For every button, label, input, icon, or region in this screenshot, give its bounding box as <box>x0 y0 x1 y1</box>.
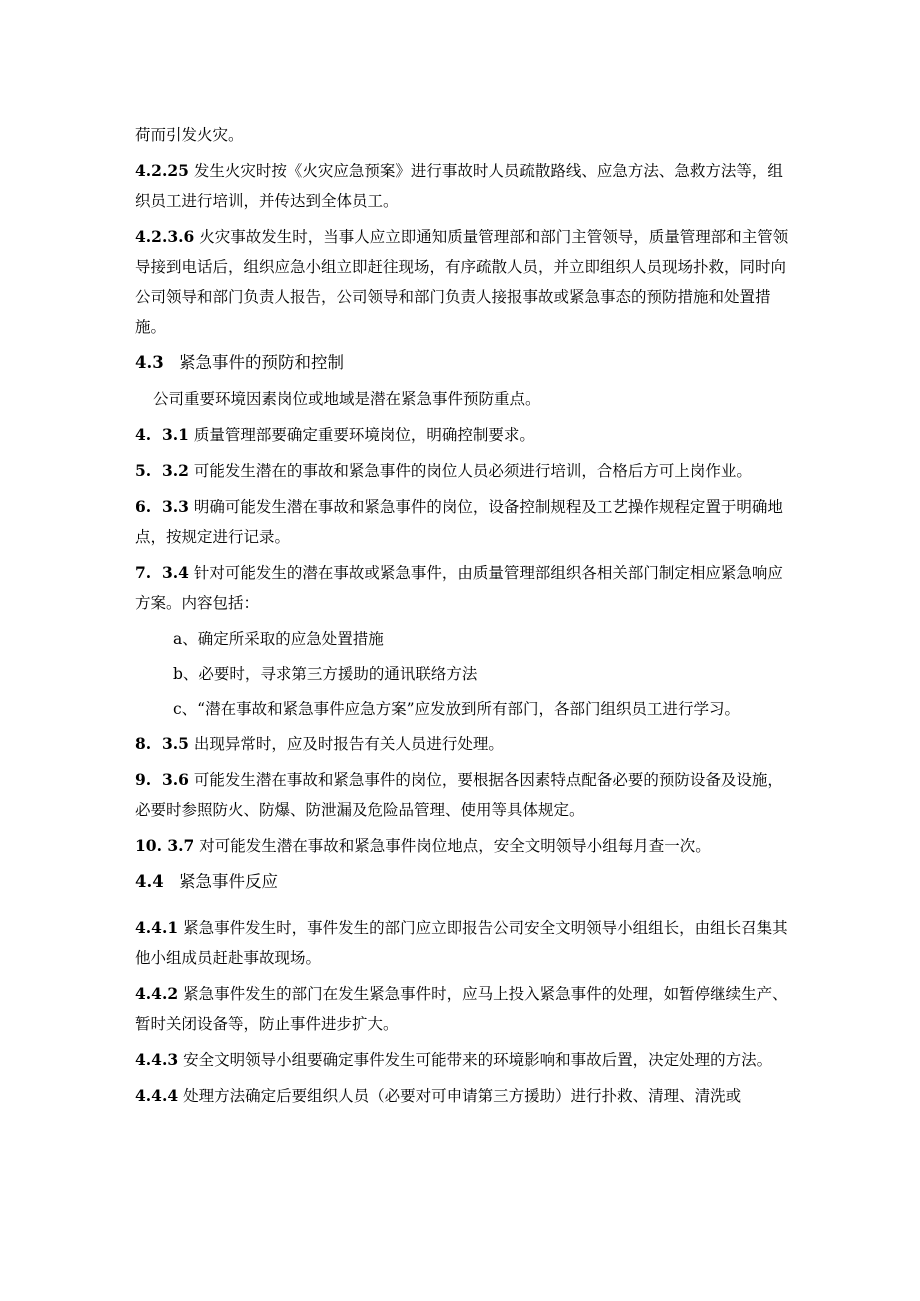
paragraph-text: 公司重要环境因素岗位或地域是潜在紧急事件预防重点。 <box>153 390 541 408</box>
paragraph <box>135 222 795 342</box>
paragraph <box>135 384 795 414</box>
paragraph-text: 质量管理部要确定重要环境岗位，明确控制要求。 <box>193 426 535 444</box>
section-number: 4.4 <box>135 872 164 891</box>
paragraph <box>135 729 795 759</box>
clause-number: 9. 3.6 <box>135 770 189 789</box>
paragraph-text: 荷而引发火灾。 <box>135 126 244 144</box>
paragraph <box>135 558 795 618</box>
paragraph-text: 对可能发生潜在事故和紧急事件岗位地点，安全文明领导小组每月查一次。 <box>199 837 711 855</box>
paragraph <box>135 765 795 825</box>
clause-number: 4.4.1 <box>135 918 179 937</box>
document-body <box>135 120 795 1117</box>
paragraph-text: 发生火灾时按《火灾应急预案》进行事故时人员疏散路线、应急方法、急救方法等，组织员工进行培训，并传达到全体员工。 <box>135 162 783 210</box>
paragraph <box>135 1045 795 1075</box>
paragraph-text: 紧急事件发生的部门在发生紧急事件时，应马上投入紧急事件的处理，如暂停继续生产、暂时关闭设备等，防止事件进步扩大。 <box>135 985 788 1033</box>
paragraph-text: 可能发生潜在事故和紧急事件的岗位，要根据各因素特点配备必要的预防设备及设施，必要时参照防火、防爆、防泄漏及危险品管理、使用等具体规定。 <box>135 771 783 819</box>
paragraph <box>135 979 795 1039</box>
section-title: 紧急事件反应 <box>179 872 278 891</box>
clause-number: 8. 3.5 <box>135 734 189 753</box>
paragraph <box>135 1081 795 1111</box>
clause-number: 4.4.4 <box>135 1086 179 1105</box>
clause-number: 4.4.2 <box>135 984 179 1003</box>
paragraph-text: 处理方法确定后要组织人员（必要对可申请第三方援助）进行扑救、清理、清洗或 <box>183 1087 742 1105</box>
list-item: c、“潜在事故和紧急事件应急方案”应发放到所有部门，各部门组织员工进行学习。 <box>173 700 741 718</box>
paragraph <box>135 456 795 486</box>
paragraph-text: 安全文明领导小组要确定事件发生可能带来的环境影响和事故后置，决定处理的方法。 <box>183 1051 773 1069</box>
list-item: b、必要时，寻求第三方援助的通讯联络方法 <box>173 665 478 683</box>
spacer <box>135 903 795 913</box>
clause-number: 7. 3.4 <box>135 563 189 582</box>
paragraph-text: 针对可能发生的潜在事故或紧急事件，由质量管理部组织各相关部门制定相应紧急响应方案。内容包括： <box>135 564 783 612</box>
clause-number: 4.2.3.6 <box>135 227 195 246</box>
paragraph-text: 可能发生潜在的事故和紧急事件的岗位人员必须进行培训，合格后方可上岗作业。 <box>193 462 752 480</box>
section-number: 4.3 <box>135 353 164 372</box>
paragraph <box>135 831 795 861</box>
paragraph <box>135 120 795 150</box>
clause-number: 10. 3.7 <box>135 836 195 855</box>
paragraph <box>135 492 795 552</box>
paragraph-text: 出现异常时，应及时报告有关人员进行处理。 <box>193 735 504 753</box>
clause-number: 4.4.3 <box>135 1050 179 1069</box>
clause-number: 4.2.25 <box>135 161 189 180</box>
list-item: a、确定所采取的应急处置措施 <box>173 630 384 648</box>
paragraph <box>135 420 795 450</box>
paragraph <box>135 913 795 973</box>
clause-number: 6. 3.3 <box>135 497 189 516</box>
paragraph <box>135 156 795 216</box>
clause-number: 4. 3.1 <box>135 425 189 444</box>
paragraph-text: 明确可能发生潜在事故和紧急事件的岗位，设备控制规程及工艺操作规程定置于明确地点，按规定进行记录。 <box>135 498 783 546</box>
clause-number: 5. 3.2 <box>135 461 189 480</box>
section-heading <box>135 348 795 378</box>
paragraph-text: 火灾事故发生时，当事人应立即通知质量管理部和部门主管领导，质量管理部和主管领导接到电话后，组织应急小组立即赶往现场，有序疏散人员，并立即组织人员现场扑救，同时向公司领导和部门负责人报告，公司领导和部门负责人接报事故或紧急事态的预防措施和处置措施。 <box>135 228 789 336</box>
section-title: 紧急事件的预防和控制 <box>179 353 344 372</box>
section-heading <box>135 867 795 897</box>
paragraph-text: 紧急事件发生时，事件发生的部门应立即报告公司安全文明领导小组组长，由组长召集其他小组成员赶赴事故现场。 <box>135 919 788 967</box>
